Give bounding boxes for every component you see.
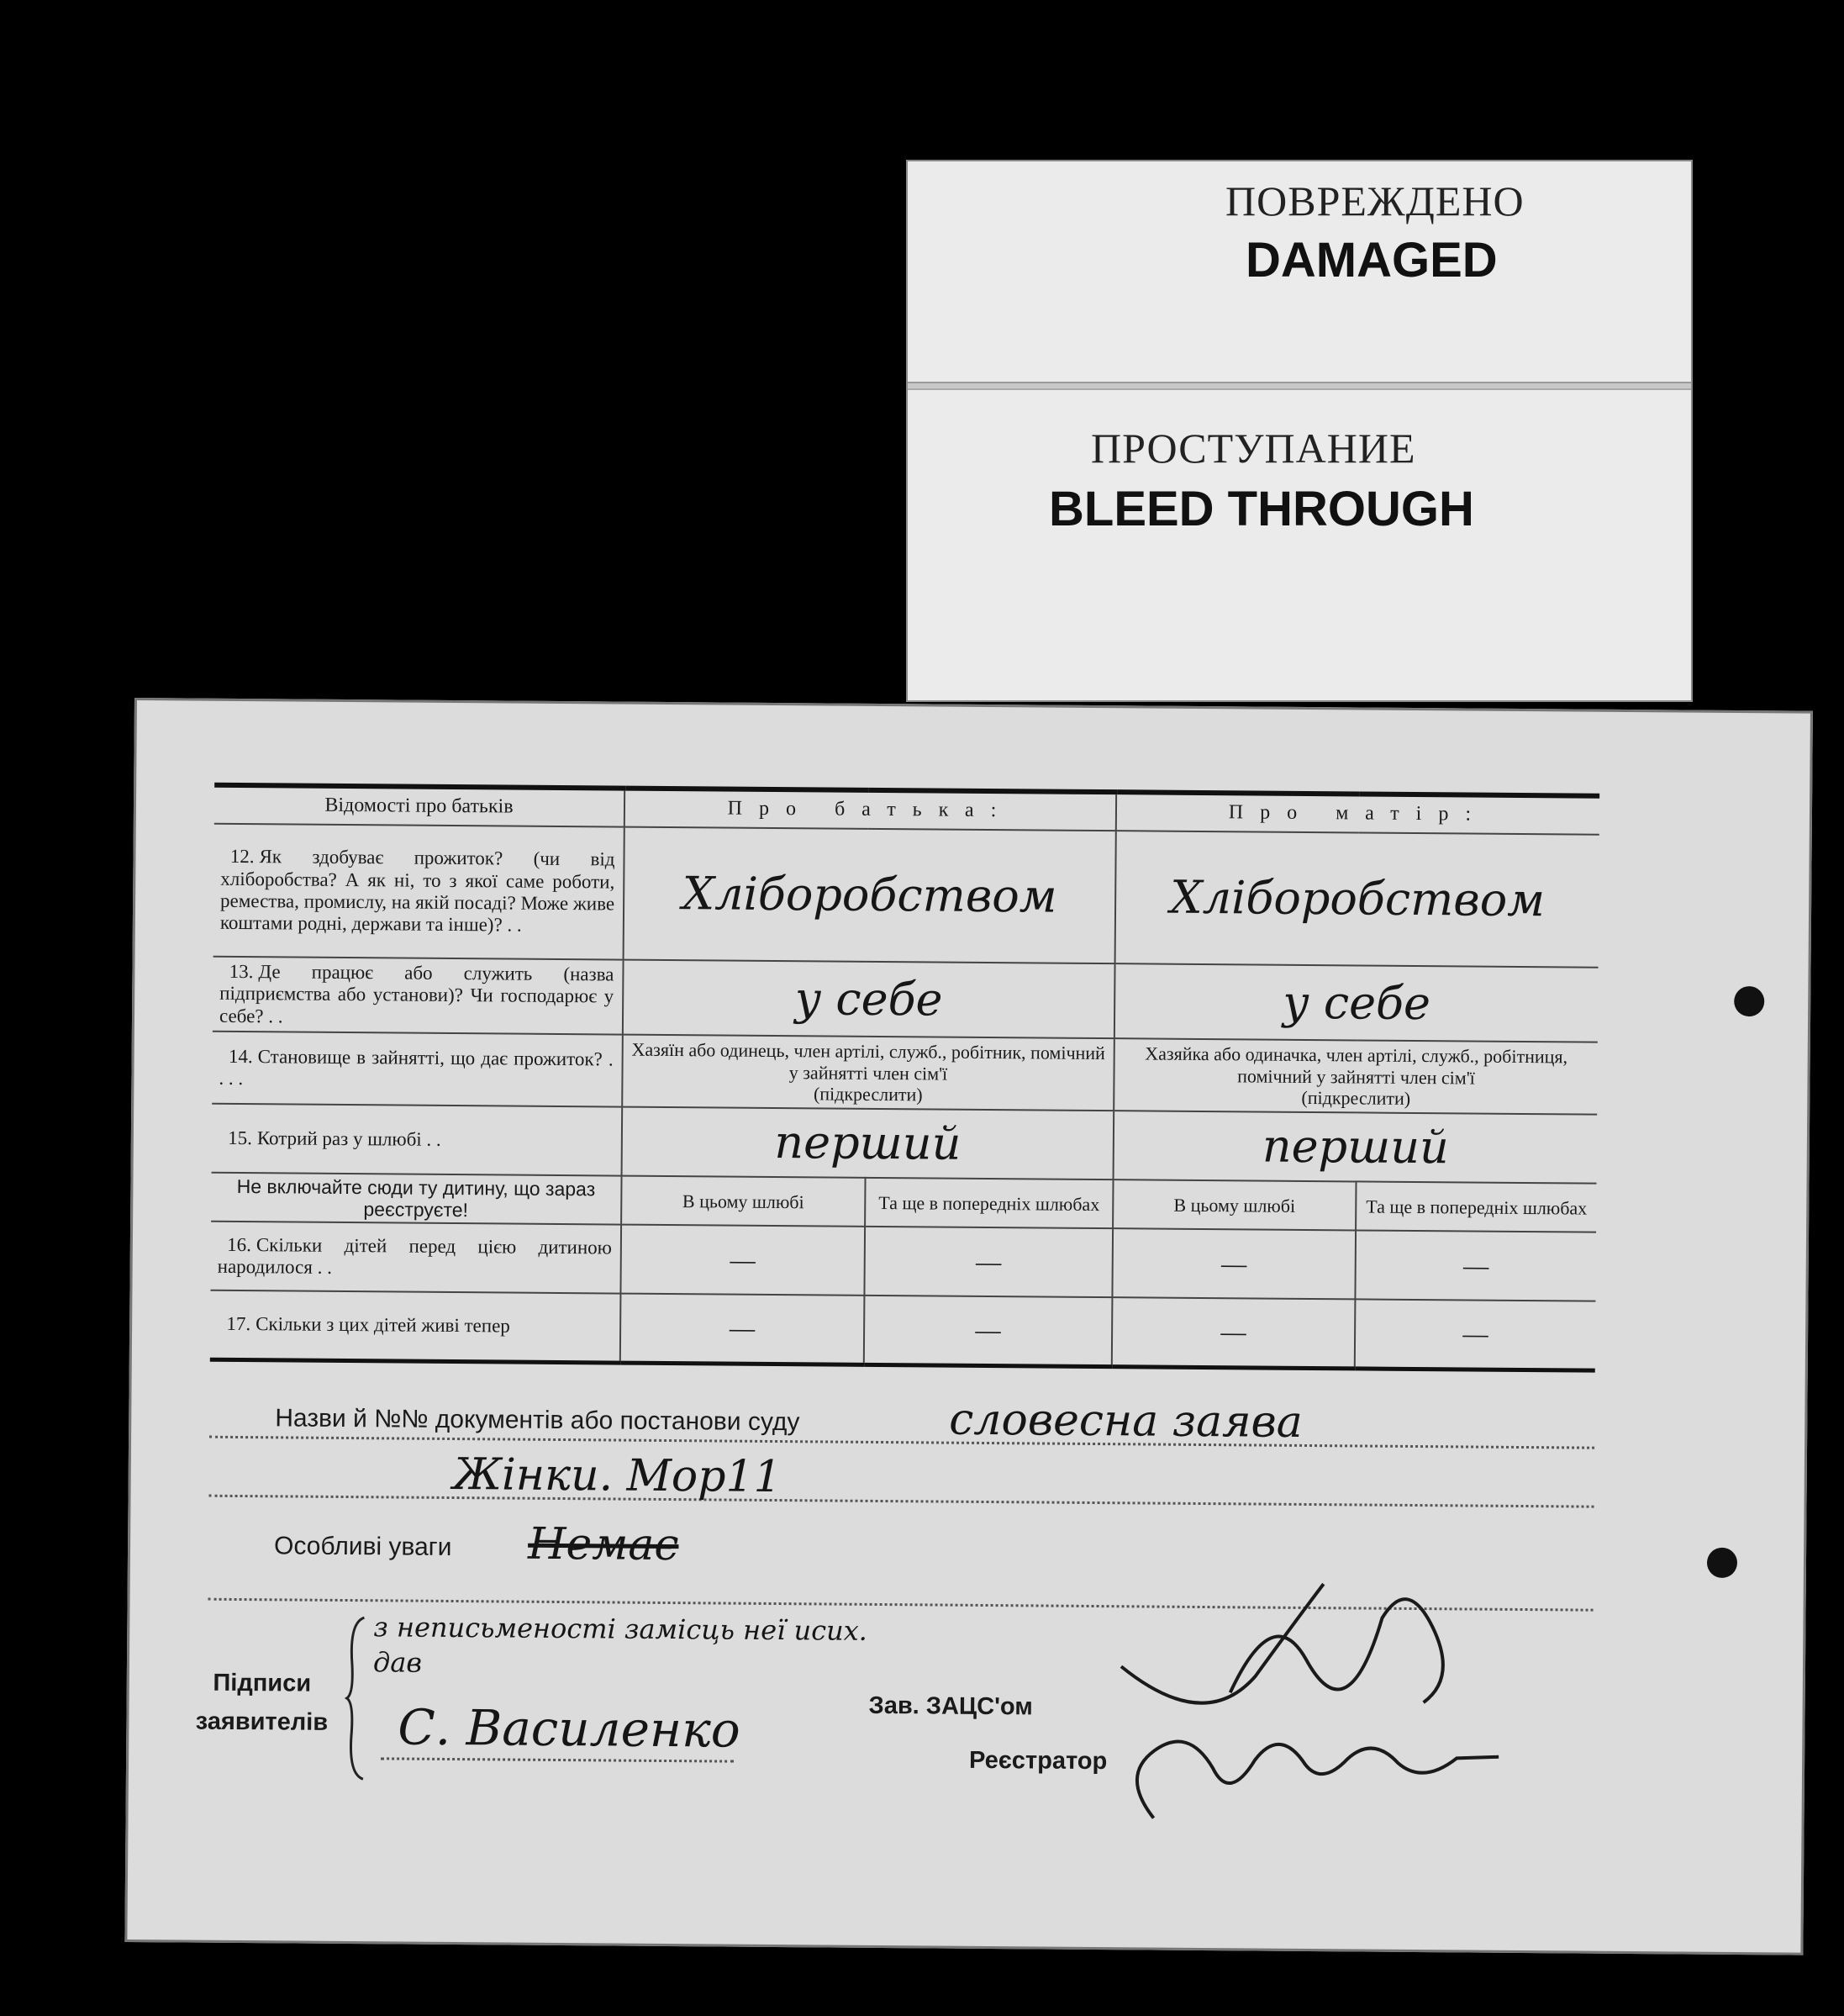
table-cell: — <box>1112 1297 1356 1368</box>
applicants-signature-label: Підписи заявителів <box>195 1669 329 1737</box>
parents-info-table <box>210 783 1599 1373</box>
bleed-through-label-en: BLEED THROUGH <box>1049 482 1474 536</box>
punch-hole <box>1734 986 1764 1016</box>
table-cell: — <box>864 1296 1113 1366</box>
table-cell: — <box>1355 1231 1596 1301</box>
label-divider <box>908 382 1691 390</box>
mother-this-marriage-header: В цьому шлюбі <box>1113 1180 1356 1230</box>
table-cell: — <box>620 1294 865 1364</box>
question-16: 16. Скільки дітей перед цією дитиною народилося . . <box>210 1222 621 1294</box>
registration-form-sheet <box>124 698 1813 1955</box>
table-cell: — <box>620 1225 865 1296</box>
mother-marriage-count: перший <box>1114 1111 1598 1184</box>
table-cell: — <box>1112 1228 1356 1299</box>
documents-line-2 <box>209 1438 1594 1508</box>
mother-prev-marriages-header: Та ще в попередніх шлюбах <box>1356 1182 1596 1232</box>
father-prev-marriages-header: Та ще в попередніх шлюбах <box>865 1178 1113 1228</box>
header-parents-info: Відомості про батьків <box>214 785 624 827</box>
special-notes-label: Особливі уваги <box>273 1532 452 1561</box>
signature-line <box>381 1757 734 1762</box>
question-14: 14. Становище в зайнятті, що дає прожиток? . . . . <box>212 1032 623 1107</box>
mother-occupation-status: Хазяйка або одиначка, член артілі, служб., робітниця, помічний у зайнятті член сім'ї (підкреслити) <box>1114 1038 1598 1115</box>
handwritten-signature <box>1103 1565 1541 1838</box>
archive-damage-label-card <box>906 160 1693 702</box>
father-workplace: у себе <box>623 960 1115 1039</box>
father-livelihood: Хліборобством <box>624 827 1116 964</box>
father-marriage-count: перший <box>622 1107 1114 1180</box>
mother-workplace: у себе <box>1114 963 1599 1042</box>
documents-value-2: Жінки. Мор11 <box>452 1449 782 1503</box>
bleed-through-label-ru: ПРОСТУПАНИЕ <box>1091 425 1416 472</box>
special-notes-value: Немає <box>527 1518 679 1571</box>
table-cell: — <box>1355 1300 1596 1370</box>
father-occupation-status: Хазяїн або одинець, член артілі, служб., робітник, помічний у зайнятті член сім'ї (підкреслити) <box>622 1035 1114 1111</box>
header-mother: Про матір: <box>1116 792 1599 835</box>
applicant-signature: С. Василенко <box>398 1698 740 1759</box>
question-15: 15. Котрий раз у шлюбі . . <box>212 1104 623 1176</box>
table-cell: — <box>864 1227 1113 1297</box>
documents-label: Назви й №№ документів або постанови суду <box>275 1404 800 1437</box>
children-exclusion-note: Не включайте сюди ту дитину, що зараз реєструєте! <box>211 1173 621 1225</box>
signature-brace <box>343 1614 370 1782</box>
illiteracy-note: з неписьменості замісць неї ucux. дав <box>372 1611 868 1679</box>
question-13: 13. Де працює або служить (назва підприємства або установи)? Чи господарює у себе? . . <box>213 957 624 1035</box>
damaged-label-en: DAMAGED <box>1246 233 1498 288</box>
documents-value: словесна заява <box>949 1394 1304 1448</box>
question-12: 12. Як здобуває прожиток? (чи від хліборобства? А як ні, то з якої саме роботи, ремества, промислу, на якій посаді? Може живе коштами родні, держави та інше)? . . <box>213 824 624 960</box>
mother-livelihood: Хліборобством <box>1115 831 1599 968</box>
zags-head-label: Зав. ЗАЦС'ом <box>868 1691 1033 1721</box>
question-17: 17. Скільки з цих дітей живі тепер <box>210 1290 621 1363</box>
father-this-marriage-header: В цьому шлюбі <box>621 1176 865 1227</box>
damaged-label-ru: ПОВРЕЖДЕНО <box>1225 177 1525 224</box>
registrar-label: Реєстратор <box>968 1746 1108 1776</box>
punch-hole <box>1707 1548 1737 1578</box>
header-father: Про батька: <box>624 789 1116 831</box>
